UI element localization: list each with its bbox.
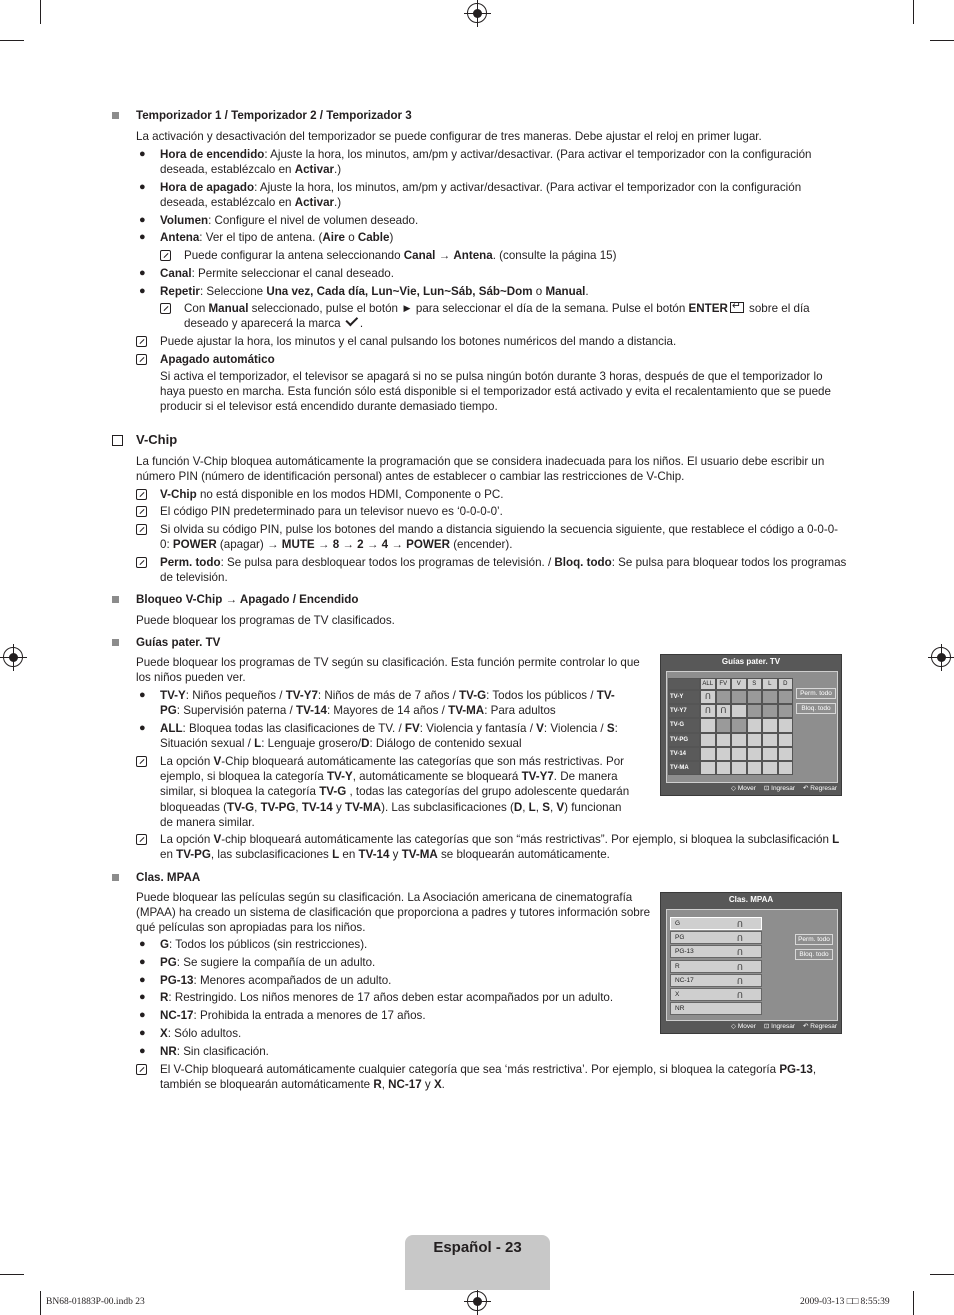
section-title: V-Chip (136, 432, 178, 447)
rating-row[interactable]: G ᑎ (670, 917, 762, 930)
row-label: TV-PG (668, 733, 700, 747)
row-label: TV-Y (668, 690, 700, 704)
rating-cell[interactable] (762, 747, 778, 761)
bullet-icon: ● (139, 231, 146, 243)
checkbox-square-icon (112, 435, 123, 446)
rating-cell[interactable] (700, 733, 716, 747)
section-heading: Bloqueo V-Chip → Apagado / Encendido (136, 593, 359, 606)
rating-cell[interactable] (731, 733, 747, 747)
paragraph: Puede bloquear las películas según su clasificación. La Asociación americana de cinematografía (MPAA) ha creado un sistema de clasificación que proporciona a padres y tutores información sobre qué películas son apropiadas para los niños. (136, 891, 651, 935)
note-text: V-Chip no está disponible en los modos HDMI, Componente o PC. (160, 488, 504, 501)
bullet-icon: ● (139, 938, 146, 950)
return-hint: ↶ Regresar (803, 1023, 837, 1030)
rating-cell[interactable] (731, 761, 747, 775)
lock-icon: ᑎ (737, 948, 743, 958)
paragraph: La activación y desactivación del temporizador se puede configurar de tres maneras. Debe ajustar el reloj en primer lugar. (136, 130, 762, 143)
bullet-icon: ● (139, 267, 146, 279)
panel-footer (731, 1022, 837, 1031)
note-text: Si olvida su código PIN, pulse los botones del mando a distancia siguiendo la secuencia siguiente, que restablece el código a 0-0-0-0: POWER (apagar) → MUTE → 8 → 2 → 4 → POWER (encender). (160, 523, 839, 552)
bullet-icon: ● (139, 973, 146, 986)
paragraph: Puede bloquear los programas de TV según su clasificación. Esta función permite controlar lo que los niños pueden ver. (136, 656, 640, 685)
note-icon (136, 336, 147, 347)
note-title: Apagado automático (160, 353, 275, 366)
bullet-icon: ● (139, 214, 146, 226)
column-header: D (778, 678, 794, 690)
list-item: TV-Y: Niños pequeños / TV-Y7: Niños de más de 7 años / TV-G: Todos los públicos / TV-PG: Supervisión paterna / TV-14: Mayores de 14 años / TV-MA: Para adultos (160, 689, 615, 718)
row-label: TV-14 (668, 747, 700, 761)
note-icon (136, 557, 147, 568)
list-item: ALL: Bloquea todas las clasificaciones de TV. / FV: Violencia y fantasía / V: Violencia / S: Situación sexual / L: Lenguaje grosero/D: Diálogo de contenido sexual (160, 722, 618, 751)
note-icon (136, 1064, 147, 1075)
print-date: 2009-03-13 □□ 8:55:39 (800, 1297, 890, 1307)
note-text: La opción V-Chip bloqueará automáticamente las categorías que son más restrictivas. Por ejemplo, si bloquea la categoría TV-Y, automáticamente se bloqueará TV-Y7. De manera similar, si bloquea la categoría TV-G , todas las categorías del grupo adolescente quedarán bloqueadas (TV-G, TV-PG, TV-14 y TV-MA). Las subclasificaciones (D, L, S, V) funcionan de manera similar. (160, 755, 630, 829)
list-item: Volumen: Configure el nivel de volumen deseado. (160, 214, 419, 227)
section-heading: Clas. MPAA (136, 871, 201, 884)
panel-title: Guías pater. TV (721, 657, 781, 666)
list-item: X: Sólo adultos. (160, 1027, 242, 1040)
mpaa-grid (670, 917, 764, 1017)
bullet-icon: ● (139, 148, 146, 160)
rating-cell[interactable] (700, 718, 716, 732)
lock-icon: ᑎ (737, 991, 743, 1000)
rating-cell[interactable] (700, 690, 716, 704)
list-item: NR: Sin clasificación. (160, 1044, 269, 1058)
panel-body (666, 671, 838, 783)
note-text: Puede configurar la antena seleccionando Canal → Antena. (consulte la página 15) (184, 249, 617, 262)
list-item: G: Todos los públicos (sin restricciones). (160, 938, 368, 951)
note-text: Perm. todo: Se pulsa para desbloquear todos los programas de televisión. / Bloq. todo: Se pulsa para bloquear todos los programas de televisión. (160, 556, 847, 585)
registration-mark-icon (931, 647, 951, 667)
rating-cell[interactable] (716, 690, 732, 704)
move-hint: ◇ Mover (731, 1023, 756, 1030)
bloq-todo-button[interactable]: Bloq. todo (795, 949, 833, 960)
rating-cell[interactable] (778, 733, 794, 747)
note-icon (136, 756, 147, 767)
bullet-icon: ● (139, 722, 146, 734)
lock-icon: ᑎ (737, 976, 743, 986)
rating-cell[interactable] (731, 718, 747, 732)
square-bullet-icon (112, 596, 119, 603)
row-label: TV-G (668, 718, 700, 732)
crop-mark (0, 40, 24, 41)
rating-cell[interactable] (762, 690, 778, 704)
rating-cell[interactable] (778, 690, 794, 704)
rating-cell[interactable] (747, 690, 763, 704)
note-icon (136, 506, 147, 517)
row-label: TV-MA (668, 761, 700, 775)
panel-body (666, 909, 838, 1021)
enter-hint: ⊡ Ingresar (763, 785, 795, 792)
registration-mark-icon (3, 647, 23, 667)
crop-mark (930, 1274, 954, 1275)
column-header: FV (716, 678, 732, 690)
note-icon (160, 303, 171, 314)
paragraph: La función V-Chip bloquea automáticamente la programación que se considera inadecuada para los niños. El usuario debe escribir un número PIN (número de identificación personal) antes de establecer o cambiar las restricciones de V-Chip. (136, 455, 825, 484)
lock-icon: ᑎ (705, 706, 711, 716)
panel-footer (731, 784, 837, 793)
lock-icon: ᑎ (737, 934, 743, 944)
column-header: L (762, 678, 778, 690)
rating-row[interactable]: NC-17 ᑎ (670, 974, 762, 987)
square-bullet-icon (112, 639, 119, 646)
list-item: R: Restringido. Los niños menores de 17 años deben estar acompañados por un adulto. (160, 991, 614, 1005)
row-label: TV-Y7 (668, 704, 700, 718)
note-text: El código PIN predeterminado para un televisor nuevo es ‘0-0-0-0’. (160, 505, 503, 518)
lock-icon: ᑎ (705, 692, 711, 701)
note-icon (136, 834, 147, 845)
note-text: El V-Chip bloqueará automáticamente cualquier categoría que sea ‘más restrictiva’. Por ejemplo, si bloquea la categoría PG-13, también se bloquearán automáticamente R, NC-17 y X. (160, 1063, 817, 1092)
bloq-todo-button[interactable]: Bloq. todo (796, 703, 836, 714)
rating-cell[interactable] (778, 747, 794, 761)
rating-cell[interactable] (700, 704, 716, 718)
enter-hint: ⊡ Ingresar (763, 1023, 795, 1030)
section-heading: Temporizador 1 / Temporizador 2 / Temporizador 3 (136, 109, 412, 122)
rating-row[interactable]: PG ᑎ (670, 931, 762, 944)
list-item: NC-17: Prohibida la entrada a menores de 17 años. (160, 1009, 426, 1023)
note-icon (160, 250, 171, 261)
rating-cell[interactable] (731, 704, 747, 718)
rating-row[interactable]: R ᑎ (670, 960, 762, 973)
bullet-icon: ● (139, 1027, 146, 1039)
rating-grid (668, 678, 793, 780)
rating-cell[interactable] (747, 747, 763, 761)
crop-mark (913, 1291, 914, 1315)
rating-row[interactable]: PG-13 ᑎ (670, 945, 762, 958)
registration-mark-icon (467, 3, 487, 23)
rating-row[interactable]: X ᑎ (670, 988, 762, 1001)
rating-cell[interactable] (716, 704, 732, 718)
rating-cell[interactable] (778, 761, 794, 775)
bullet-icon: ● (139, 955, 146, 968)
bullet-icon: ● (139, 1044, 146, 1057)
rating-cell[interactable] (700, 747, 716, 761)
paragraph: Puede bloquear los programas de TV clasificados. (136, 614, 395, 627)
list-item: Hora de apagado: Ajuste la hora, los minutos, am/pm y activar/desactivar. (Para activar el temporizador con la configuración deseada, establézcalo en Activar.) (160, 181, 802, 210)
enter-icon (730, 302, 744, 313)
bullet-icon: ● (139, 181, 146, 193)
note-icon (136, 354, 147, 365)
rating-cell[interactable] (762, 718, 778, 732)
crop-mark (930, 40, 954, 41)
note-icon (136, 524, 147, 535)
crop-mark (40, 0, 41, 24)
column-header: V (731, 678, 747, 690)
perm-todo-button[interactable]: Perm. todo (796, 688, 836, 699)
lock-icon: ᑎ (737, 920, 743, 929)
crop-mark (0, 1274, 24, 1275)
move-hint: ◇ Mover (731, 785, 756, 792)
list-item: Antena: Ver el tipo de antena. (Aire o Cable) (160, 231, 394, 244)
list-item: PG-13: Menores acompañados de un adulto. (160, 973, 392, 987)
section-heading: Guías pater. TV (136, 636, 221, 649)
note-icon (136, 489, 147, 500)
rating-cell[interactable] (747, 761, 763, 775)
rating-cell[interactable] (716, 733, 732, 747)
list-item: Hora de encendido: Ajuste la hora, los minutos, am/pm y activar/desactivar. (Para activar el temporizador con la configuración deseada, establézcalo en Activar.) (160, 148, 812, 177)
checkmark-icon (345, 314, 358, 327)
grid-corner (668, 678, 700, 690)
square-bullet-icon (112, 874, 119, 881)
rating-cell[interactable] (731, 690, 747, 704)
rating-cell[interactable] (747, 704, 763, 718)
tv-guide-panel (660, 654, 842, 796)
rating-cell[interactable] (700, 761, 716, 775)
bullet-icon: ● (139, 689, 146, 701)
note-text: La opción V-chip bloqueará automáticamente las categorías que son “más restrictivas”. Por ejemplo, si bloquea la subclasificación L en TV-PG, las subclasificaciones L en TV-14 y TV-MA se bloquearán automáticamente. (160, 833, 840, 862)
column-header: S (747, 678, 763, 690)
rating-cell[interactable] (747, 718, 763, 732)
rating-cell[interactable] (716, 718, 732, 732)
square-bullet-icon (112, 112, 119, 119)
note-text: Puede ajustar la hora, los minutos y el canal pulsando los botones numéricos del mando a distancia. (160, 335, 677, 348)
list-item: PG: Se sugiere la compañía de un adulto. (160, 955, 376, 969)
note-text: Si activa el temporizador, el televisor se apagará si no se pulsa ningún botón durante 3 horas, después de que el temporizador lo haya puesto en marcha. Esta función sólo está disponible si el temporizador está activado y evita el recalentamiento que se puede producir si el televisor está encendido durante demasiado tiempo. (160, 370, 831, 414)
crop-mark (913, 0, 914, 24)
panel-title: Clas. MPAA (728, 895, 774, 904)
lock-icon: ᑎ (737, 962, 743, 972)
page-number: Español - 23 (433, 1239, 522, 1256)
rating-cell[interactable] (731, 747, 747, 761)
rating-cell[interactable] (778, 718, 794, 732)
bullet-icon: ● (139, 285, 146, 297)
rating-cell[interactable] (716, 761, 732, 775)
return-hint: ↶ Regresar (803, 785, 837, 792)
crop-mark (40, 1291, 41, 1315)
list-item: Canal: Permite seleccionar el canal deseado. (160, 267, 394, 280)
rating-cell[interactable] (778, 704, 794, 718)
registration-mark-icon (467, 1291, 487, 1311)
rating-cell[interactable] (762, 733, 778, 747)
rating-row[interactable]: NR (670, 1002, 762, 1015)
mpaa-panel (660, 892, 842, 1034)
rating-cell[interactable] (747, 733, 763, 747)
file-slug: BN68-01883P-00.indb 23 (46, 1297, 145, 1307)
column-header: ALL (700, 678, 716, 690)
rating-cell[interactable] (716, 747, 732, 761)
perm-todo-button[interactable]: Perm. todo (795, 934, 833, 945)
rating-cell[interactable] (762, 761, 778, 775)
note-text: Con Manual seleccionado, pulse el botón ► para seleccionar el día de la semana. Pulse el botón ENTER↵ sobre el día deseado y aparecerá la marca . (184, 301, 839, 331)
bullet-icon: ● (139, 991, 146, 1004)
bullet-icon: ● (139, 1009, 146, 1022)
rating-cell[interactable] (762, 704, 778, 718)
list-item: Repetir: Seleccione Una vez, Cada día, Lun~Vie, Lun~Sáb, Sáb~Dom o Manual. (160, 285, 589, 298)
lock-icon: ᑎ (720, 706, 727, 716)
